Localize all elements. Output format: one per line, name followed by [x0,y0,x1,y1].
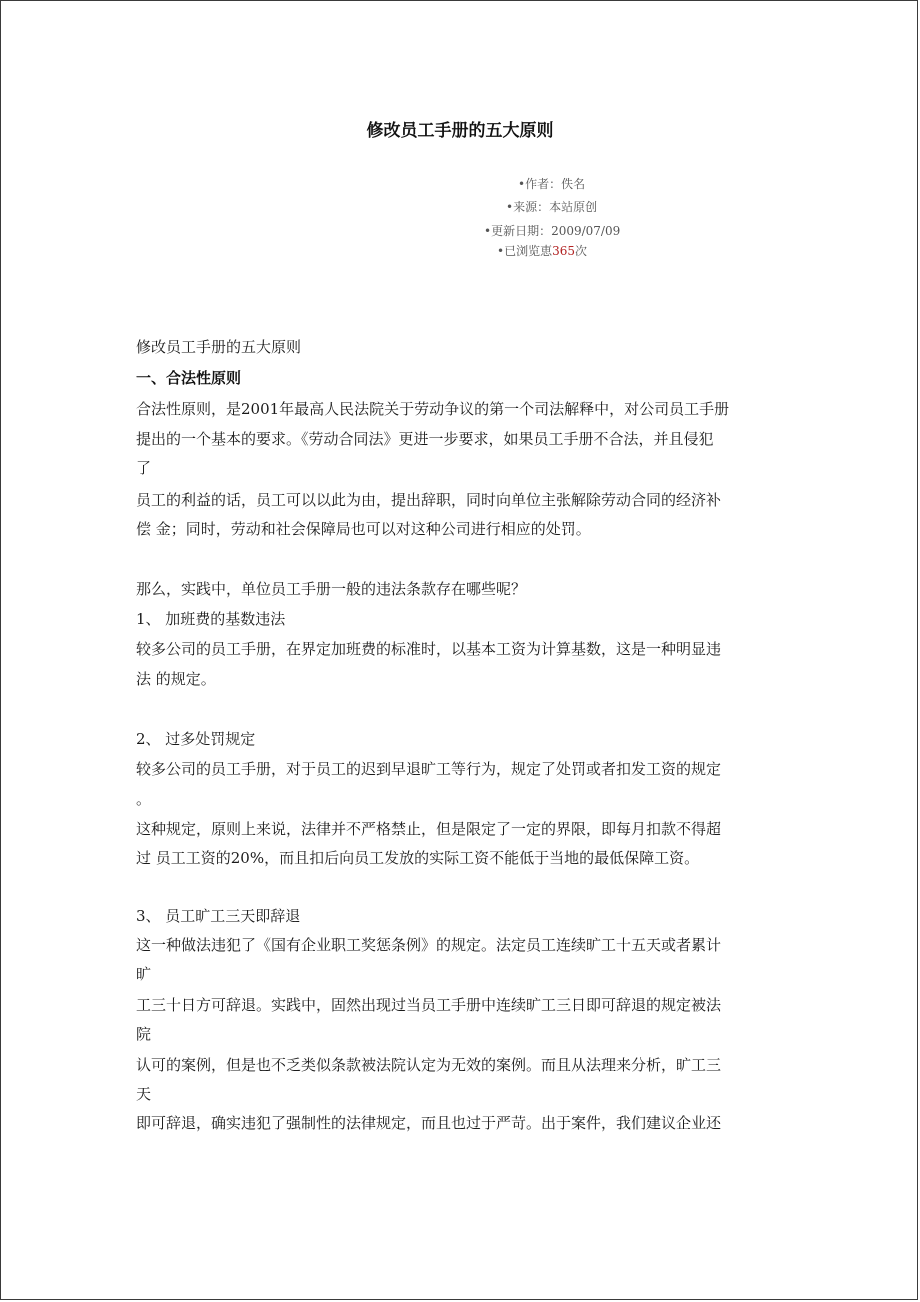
list-item-heading: 1、 加班费的基数违法 [136,610,286,628]
list-item-heading: 2、 过多处罚规定 [136,730,256,748]
paragraph-line: 即可辞退，确实违犯了强制性的法律规定，而且也过于严苛。出于案件，我们建议企业还 [136,1114,722,1132]
section-heading-legality: 一、合法性原则 [136,369,242,387]
view-count-prefix: •已浏览 [497,244,541,258]
paragraph-line: 合法性原则，是2001年最高人民法院关于劳动争议的第一个司法解释中，对公司员工手册 [136,400,730,418]
author-meta: •作者：佚名 [518,177,586,191]
paragraph-line: 较多公司的员工手册，在界定加班费的标准时，以基本工资为计算基数，这是一种明显违 [136,640,722,658]
paragraph-line: 。 [136,790,152,808]
paragraph-line: 认可的案例，但是也不乏类似条款被法院认定为无效的案例。而且从法理来分析，旷工三 [136,1056,722,1074]
paragraph-line: 这种规定，原则上来说，法律并不严格禁止，但是限定了一定的界限，即每月扣款不得超 [136,820,722,838]
body-subtitle: 修改员工手册的五大原则 [136,338,302,356]
paragraph-line: 过 员工工资的20%，而且扣后向员工发放的实际工资不能低于当地的最低保障工资。 [136,849,700,867]
paragraph-line: 提出的一个基本的要求。《劳动合同法》更进一步要求，如果员工手册不合法，并且侵犯 [136,430,714,448]
paragraph-line: 这一种做法违犯了《国有企业职工奖惩条例》的规定。法定员工连续旷工十五天或者累计 [136,936,722,954]
article-title: 修改员工手册的五大原则 [366,121,554,141]
view-count-meta [497,243,587,259]
update-date-meta: •更新日期：2009/07/09 [484,224,621,238]
paragraph-line: 院 [136,1025,152,1043]
paragraph-line: 天 [136,1085,152,1103]
paragraph-line: 员工的利益的话，员工可以以此为由，提出辞职，同时向单位主张解除劳动合同的经济补 [136,491,722,509]
view-count-number: 365 [552,244,576,258]
paragraph-line: 较多公司的员工手册，对于员工的迟到早退旷工等行为，规定了处罚或者扣发工资的规定 [136,760,722,778]
paragraph-line: 旷 [136,965,152,983]
view-count-suffix: 次 [575,244,588,258]
list-item-heading: 3、 员工旷工三天即辞退 [136,907,301,925]
paragraph-line: 那么，实践中，单位员工手册一般的违法条款存在哪些呢？ [136,580,527,598]
source-meta: •来源：本站原创 [506,200,598,214]
paragraph-line: 偿 金；同时，劳动和社会保障局也可以对这种公司进行相应的处罚。 [136,520,591,538]
paragraph-line: 了 [136,459,152,477]
view-count-glyph: 恵 [540,244,553,258]
paragraph-line: 法 的规定。 [136,670,216,688]
paragraph-line: 工三十日方可辞退。实践中，固然出现过当员工手册中连续旷工三日即可辞退的规定被法 [136,996,722,1014]
